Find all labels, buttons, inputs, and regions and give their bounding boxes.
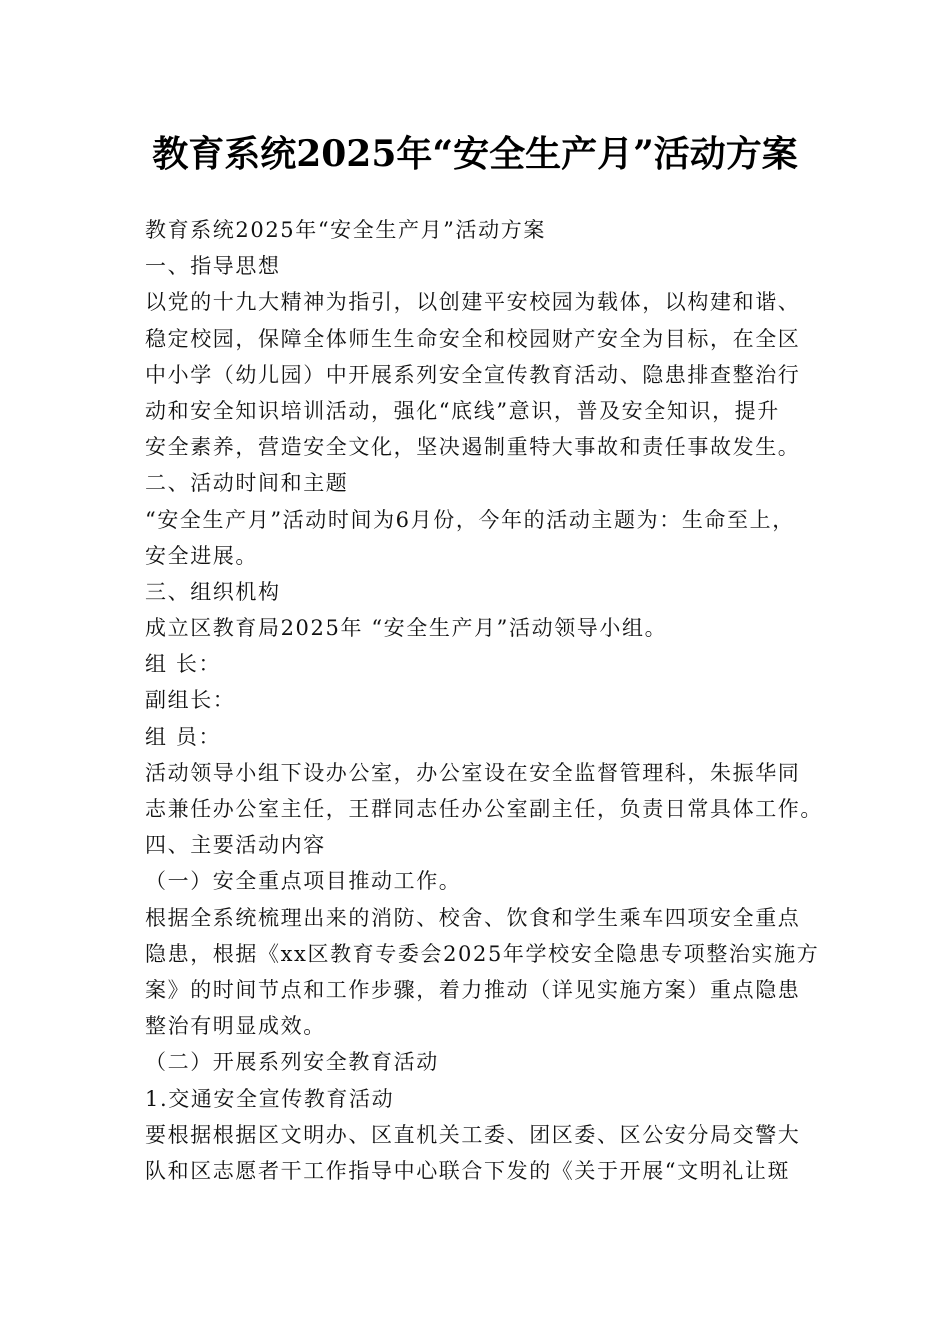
- body-line: 组 员：: [145, 724, 222, 749]
- body-line: 案》的时间节点和工作步骤，着力推动（详见实施方案）重点隐患: [145, 977, 801, 1002]
- body-line: 隐患，根据《xx区教育专委会2025年学校安全隐患专项整治实施方: [145, 941, 820, 966]
- document-body: [145, 212, 825, 1189]
- section-heading: 一、指导思想: [145, 254, 281, 279]
- body-line: 组 长：: [145, 652, 222, 677]
- section-heading: 三、组织机构: [145, 579, 281, 604]
- document-title: 教育系统2025年“安全生产月”活动方案: [152, 133, 798, 175]
- section-heading: 四、主要活动内容: [145, 833, 326, 858]
- body-line: 教育系统2025年“安全生产月”活动方案: [145, 218, 546, 242]
- body-line: 中小学（幼儿园）中开展系列安全宣传教育活动、隐患排查整治行: [145, 362, 801, 387]
- body-line: 整治有明显成效。: [145, 1014, 326, 1039]
- body-line: 根据全系统梳理出来的消防、校舍、饮食和学生乘车四项安全重点: [145, 905, 801, 930]
- section-heading: 二、活动时间和主题: [145, 471, 349, 496]
- body-line: 志兼任办公室主任，王群同志任办公室副主任，负责日常具体工作。: [145, 797, 823, 821]
- body-line: 安全素养，营造安全文化，坚决遏制重特大事故和责任事故发生。: [145, 435, 801, 460]
- body-line: 动和安全知识培训活动，强化“底线”意识，普及安全知识，提升: [145, 398, 780, 423]
- body-line: “安全生产月”活动时间为6月份，今年的活动主题为：生命至上，: [145, 507, 795, 532]
- body-line: 副组长：: [145, 688, 236, 713]
- body-line: 以党的十九大精神为指引，以创建平安校园为载体，以构建和谐、: [145, 290, 801, 315]
- item-heading: 1.交通安全宣传教育活动: [145, 1086, 395, 1111]
- body-line: 活动领导小组下设办公室，办公室设在安全监督管理科，朱振华同: [145, 760, 801, 785]
- body-line: 队和区志愿者干工作指导中心联合下发的《关于开展“文明礼让斑: [145, 1158, 791, 1183]
- body-line: 要根据根据区文明办、区直机关工委、团区委、区公安分局交警大: [145, 1122, 801, 1147]
- subsection-heading: （二）开展系列安全教育活动: [145, 1050, 439, 1075]
- subsection-heading: （一）安全重点项目推动工作。: [145, 869, 462, 894]
- body-line: 成立区教育局2025年 “安全生产月”活动领导小组。: [145, 616, 668, 641]
- body-line: 安全进展。: [145, 543, 258, 568]
- body-line: 稳定校园，保障全体师生生命安全和校园财产安全为目标，在全区: [145, 326, 801, 351]
